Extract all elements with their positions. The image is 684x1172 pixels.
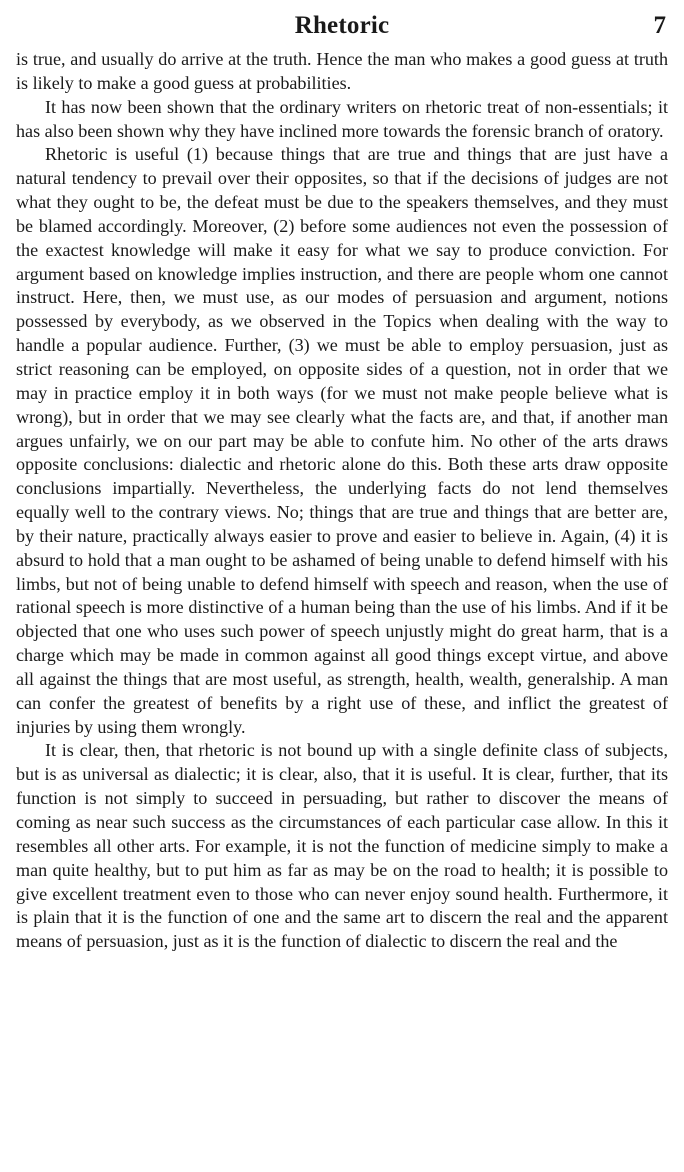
page-number: 7: [653, 12, 666, 39]
running-title: Rhetoric: [294, 12, 390, 39]
running-head: [16, 10, 668, 48]
paragraph-continued: is true, and usually do arrive at the truth. Hence the man who makes a good guess at truth is likely to make a good guess at probabilities.: [16, 49, 668, 93]
book-page: [16, 10, 668, 954]
paragraph: Rhetoric is useful (1) because things that are true and things that are just have a natural tendency to prevail over their opposites, so that if the decisions of judges are not what they ought to be, the defeat must be due to the speakers themselves, and they must be blamed accordingly. Moreover, (2) before some audiences not even the possession of the exactest knowledge will make it easy for what we say to produce conviction. For argument based on knowledge implies instruction, and there are people whom one cannot instruct. Here, then, we must use, as our modes of persuasion and argument, notions possessed by everybody, as we observed in the Topics when dealing with the way to handle a popular audience. Further, (3) we must be able to employ persuasion, just as strict reasoning can be employed, on opposite sides of a question, not in order that we may in practice employ it in both ways (for we must not make people believe what is wrong), but in order that we may see clearly what the facts are, and that, if another man argues unfairly, we on our part may be able to confute him. No other of the arts draws opposite conclusions: dialectic and rhetoric alone do this. Both these arts draw opposite conclusions impartially. Nevertheless, the underlying facts do not lend themselves equally well to the contrary views. No; things that are true and things that are better are, by their nature, practically always easier to prove and easier to believe in. Again, (4) it is absurd to hold that a man ought to be ashamed of being unable to defend himself with his limbs, but not of being unable to defend himself with speech and reason, when the use of rational speech is more distinctive of a human being than the use of his limbs. And if it be objected that one who uses such power of speech unjustly might do great harm, that is a charge which may be made in common against all good things except virtue, and above all against the things that are most useful, as strength, health, wealth, generalship. A man can confer the greatest of benefits by a right use of these, and inflict the greatest of injuries by using them wrongly.: [16, 144, 668, 737]
paragraph: It has now been shown that the ordinary writers on rhetoric treat of non-essentials; it has also been shown why they have inclined more towards the forensic branch of oratory.: [16, 96, 668, 141]
paragraph: It is clear, then, that rhetoric is not bound up with a single definite class of subjects, but is as universal as dialectic; it is clear, also, that it is useful. It is clear, further, that its function is not simply to succeed in persuading, but rather to discover the means of coming as near such success as the circumstances of each particular case allow. In this it resembles all other arts. For example, it is not the function of medicine simply to make a man quite healthy, but to put him as far as may be on the road to health; it is possible to give excellent treatment even to those who can never enjoy sound health. Furthermore, it is plain that it is the function of one and the same art to discern the real and the apparent means of persuasion, just as it is the function of dialectic to discern the real and the: [16, 740, 668, 952]
body-text: [16, 48, 668, 954]
